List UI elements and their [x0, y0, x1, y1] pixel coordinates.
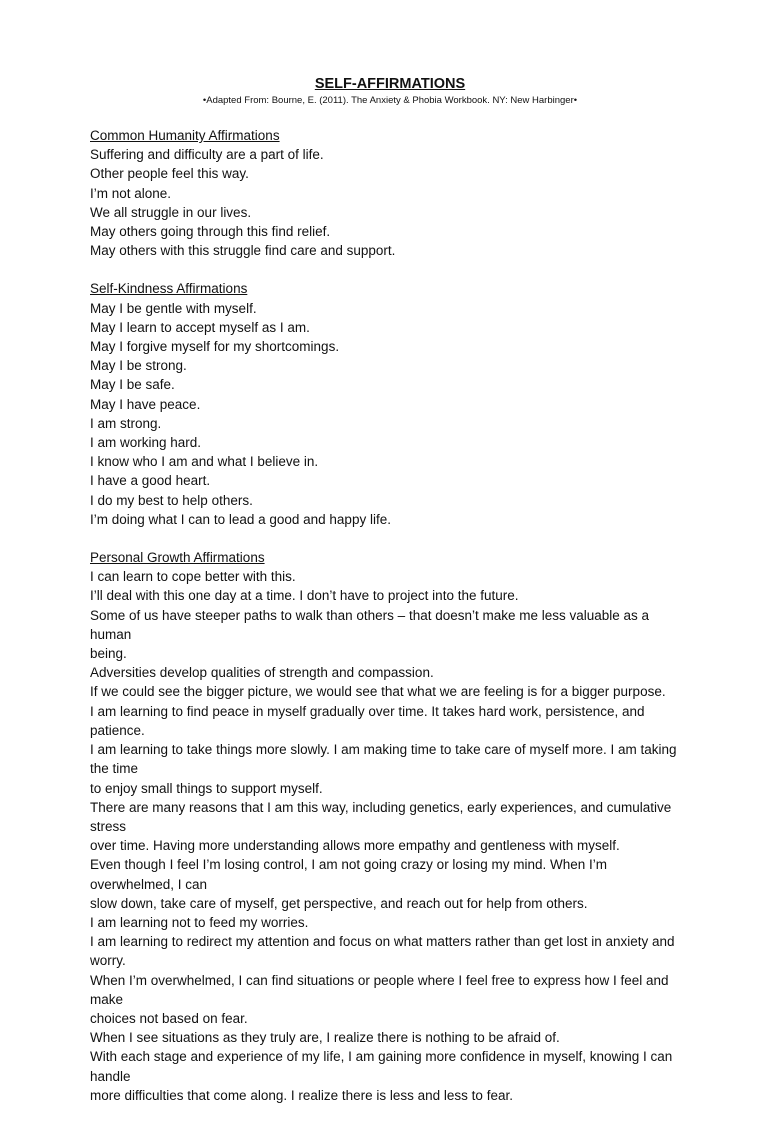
affirmation-line: more difficulties that come along. I realize there is less and less to fear.	[90, 1087, 513, 1103]
affirmation-line: I am learning not to feed my worries.	[90, 914, 309, 930]
affirmation-line: May I learn to accept myself as I am.	[90, 319, 310, 335]
affirmation-line: There are many reasons that I am this way, including genetics, early experiences, and cumulative stress	[90, 799, 672, 834]
affirmation-line: I am strong.	[90, 415, 162, 431]
affirmation-line: I am learning to find peace in myself gradually over time. It takes hard work, persistence, and patience.	[90, 703, 645, 738]
affirmation-line: Other people feel this way.	[90, 166, 249, 182]
section-common-humanity-affirmations	[90, 126, 690, 260]
section-personal-growth-affirmations	[90, 548, 690, 1105]
affirmation-line: Even though I feel I’m losing control, I am not going crazy or losing my mind. When I’m overwhelmed, I can	[90, 857, 607, 892]
affirmation-line: I’m doing what I can to lead a good and happy life.	[90, 511, 391, 527]
affirmation-line: slow down, take care of myself, get perspective, and reach out for help from others.	[90, 895, 588, 911]
affirmation-line: If we could see the bigger picture, we would see that what we are feeling is for a bigger purpose.	[90, 684, 666, 700]
document-title: SELF-AFFIRMATIONS	[314, 76, 466, 92]
affirmation-line: When I see situations as they truly are, I realize there is nothing to be afraid of.	[90, 1030, 560, 1046]
affirmation-line: to enjoy small things to support myself.	[90, 780, 323, 796]
affirmation-line: Some of us have steeper paths to walk than others – that doesn’t make me less valuable as a human	[90, 607, 650, 642]
affirmation-line: I can learn to cope better with this.	[90, 569, 296, 585]
affirmation-line: I have a good heart.	[90, 473, 211, 489]
section-heading: Self-Kindness Affirmations	[90, 281, 248, 297]
affirmation-line: May I be safe.	[90, 377, 175, 393]
affirmation-line: Suffering and difficulty are a part of life.	[90, 147, 324, 163]
affirmation-line: choices not based on fear.	[90, 1010, 248, 1026]
affirmation-line: May I have peace.	[90, 396, 201, 412]
affirmation-line: Adversities develop qualities of strength and compassion.	[90, 665, 434, 681]
affirmation-line: May I forgive myself for my shortcomings.	[90, 339, 340, 355]
affirmation-line: I am working hard.	[90, 435, 202, 451]
affirmation-line: I do my best to help others.	[90, 492, 253, 508]
affirmation-line: I am learning to take things more slowly. I am making time to take care of myself more. I am taking the time	[90, 742, 677, 777]
affirmation-line: With each stage and experience of my life, I am gaining more confidence in myself, knowing I can handle	[90, 1049, 673, 1084]
section-heading: Common Humanity Affirmations	[90, 128, 280, 143]
affirmation-line: I know who I am and what I believe in.	[90, 454, 319, 470]
affirmation-line: I am learning to redirect my attention and focus on what matters rather than get lost in anxiety and worry.	[90, 934, 675, 969]
affirmation-line: May others with this struggle find care and support.	[90, 243, 396, 259]
affirmation-line: When I’m overwhelmed, I can find situations or people where I feel free to express how I feel and make	[90, 972, 669, 1007]
section-self-kindness-affirmations	[90, 279, 690, 529]
affirmation-line: May others going through this find relief.	[90, 224, 331, 240]
affirmation-line: I’m not alone.	[90, 185, 172, 201]
document-page	[90, 74, 690, 1124]
affirmation-line: May I be strong.	[90, 358, 187, 374]
section-heading: Personal Growth Affirmations	[90, 550, 265, 566]
affirmation-line: over time. Having more understanding allows more empathy and gentleness with myself.	[90, 838, 620, 854]
document-subtitle: •Adapted From: Bourne, E. (2011). The Anxiety & Phobia Workbook. NY: New Harbinger•	[202, 95, 578, 106]
affirmation-line: being.	[90, 646, 127, 662]
affirmation-line: I’ll deal with this one day at a time. I don’t have to project into the future.	[90, 588, 519, 604]
sections-container	[90, 126, 690, 1105]
affirmation-line: May I be gentle with myself.	[90, 300, 257, 316]
affirmation-line: We all struggle in our lives.	[90, 204, 252, 220]
